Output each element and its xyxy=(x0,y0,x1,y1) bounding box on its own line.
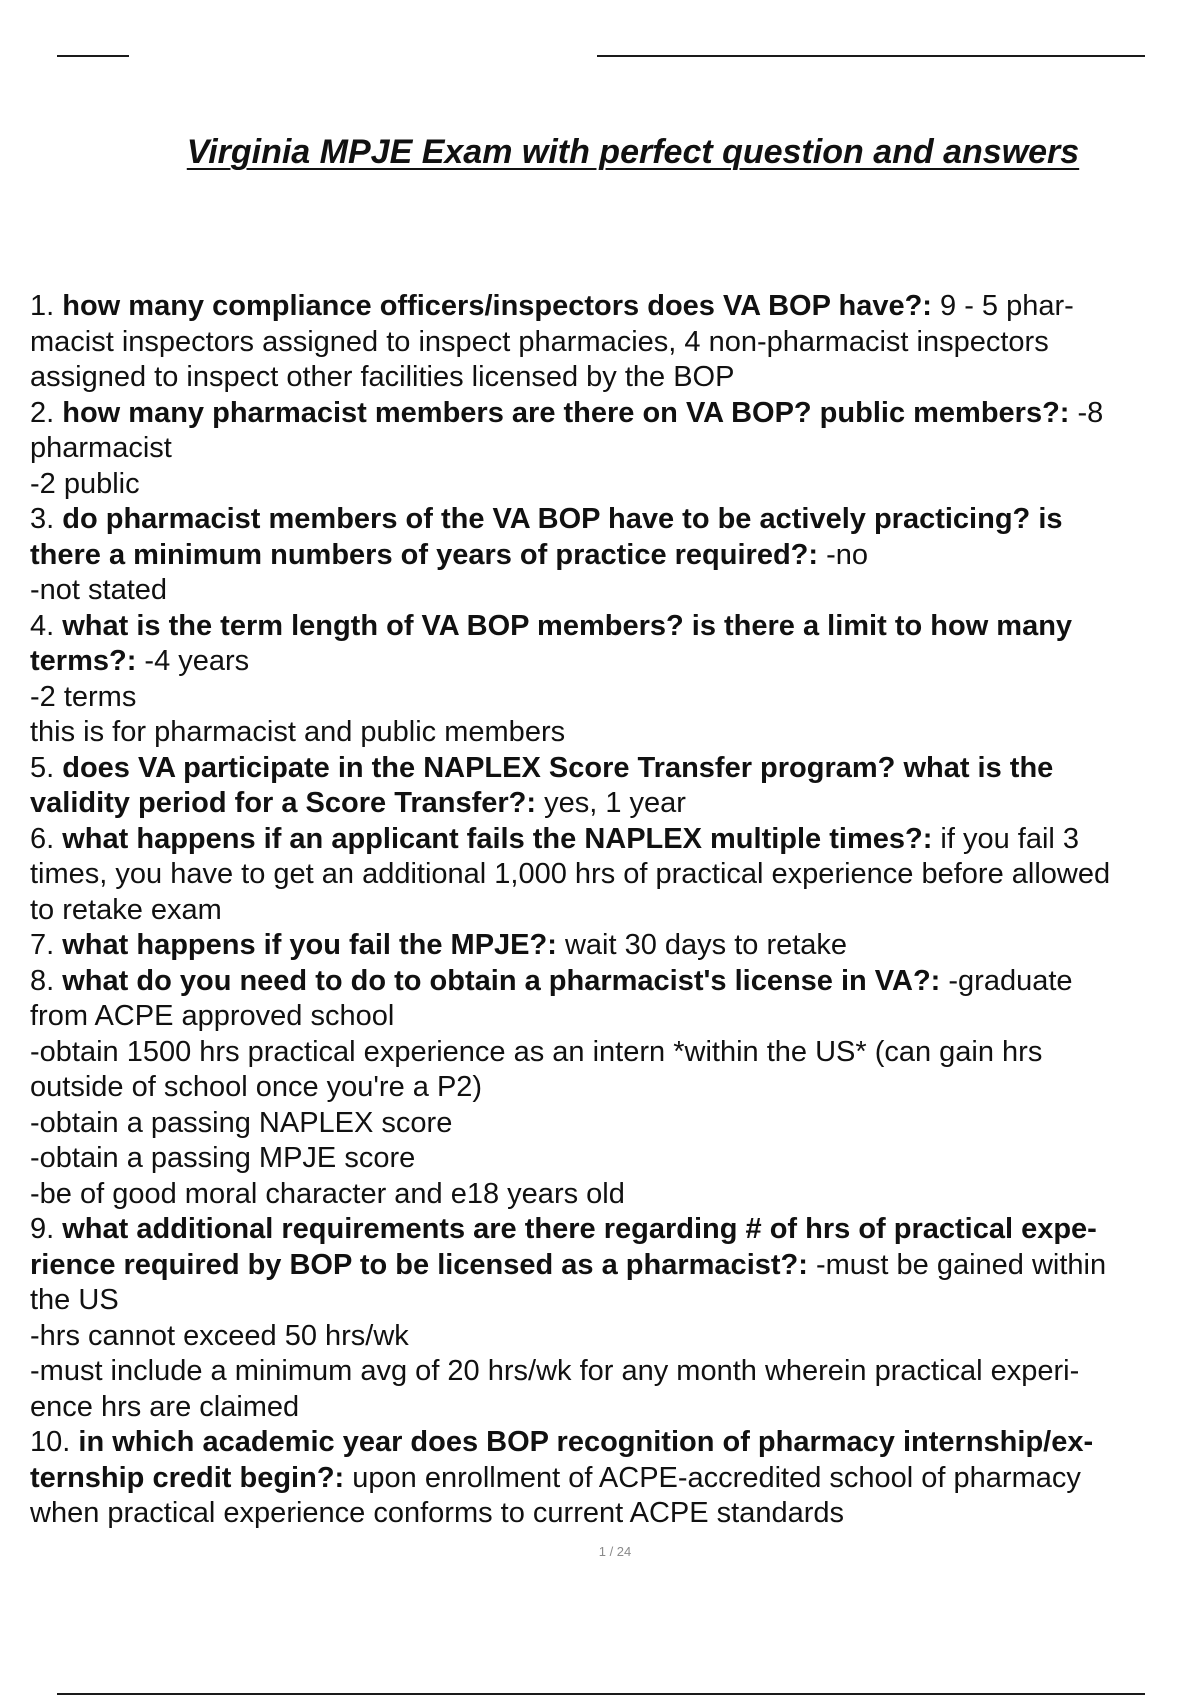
question-text: what additional requirements are there regarding # of hrs of practical expe- xyxy=(54,1213,1097,1245)
qa-line xyxy=(30,751,1200,787)
question-number: 7. xyxy=(30,929,55,961)
question-number: 9. xyxy=(30,1213,55,1245)
qa-line xyxy=(30,1177,1200,1213)
qa-line xyxy=(30,325,1200,361)
qa-line xyxy=(30,1354,1200,1390)
answer-text: 9 - 5 phar- xyxy=(931,290,1074,322)
question-number: 10. xyxy=(30,1426,71,1458)
qa-line xyxy=(30,1106,1200,1142)
answer-text: -4 years xyxy=(136,645,250,677)
answer-text: if you fail 3 xyxy=(932,822,1080,855)
answer-text: wait 30 days to retake xyxy=(556,929,848,961)
question-text: there a minimum numbers of years of practice required?: xyxy=(30,538,819,571)
qa-line xyxy=(30,928,1200,964)
qa-line xyxy=(30,1283,1200,1319)
answer-text: -obtain a passing MPJE score xyxy=(30,1142,416,1174)
question-text: how many pharmacist members are there on VA BOP? public members?: xyxy=(54,396,1070,429)
answer-text: yes, 1 year xyxy=(536,787,686,819)
qa-list xyxy=(30,289,1200,1532)
qa-line xyxy=(30,360,1200,396)
question-number: 1. xyxy=(30,290,55,322)
question-text: ternship credit begin?: xyxy=(30,1461,345,1494)
answer-text: -no xyxy=(818,538,869,571)
qa-line xyxy=(30,573,1200,609)
question-text: does VA participate in the NAPLEX Score Transfer program? what is the xyxy=(54,751,1054,784)
answer-text: pharmacist xyxy=(30,432,172,464)
question-number: 8. xyxy=(30,964,55,997)
answer-text: this is for pharmacist and public members xyxy=(30,716,566,748)
answer-text: -obtain a passing NAPLEX score xyxy=(30,1106,453,1139)
question-text: what do you need to do to obtain a pharmacist's license in VA?: xyxy=(54,964,941,997)
question-text: what happens if you fail the MPJE?: xyxy=(54,929,557,961)
question-number: 5. xyxy=(30,751,55,784)
qa-line xyxy=(30,609,1200,645)
answer-text: times, you have to get an additional 1,000 hrs of practical experience before allowed xyxy=(30,858,1111,890)
answer-text: -2 public xyxy=(30,467,140,500)
document-title: Virginia MPJE Exam with perfect question and answers xyxy=(186,133,1080,171)
question-number: 3. xyxy=(30,503,55,535)
answer-text: the US xyxy=(30,1284,119,1316)
answer-text: -not stated xyxy=(30,574,168,606)
qa-line xyxy=(30,1319,1200,1355)
qa-line xyxy=(30,396,1200,432)
qa-line xyxy=(30,538,1200,574)
question-text: do pharmacist members of the VA BOP have to be actively practicing? is xyxy=(54,503,1063,535)
answer-text: when practical experience conforms to current ACPE standards xyxy=(30,1497,845,1529)
page-number: 1 / 24 xyxy=(598,1544,632,1559)
question-text: rience required by BOP to be licensed as a pharmacist?: xyxy=(30,1248,808,1281)
answer-text: outside of school once you're a P2) xyxy=(30,1071,483,1103)
answer-text: -must include a minimum avg of 20 hrs/wk for any month wherein practical experi- xyxy=(30,1355,1080,1387)
qa-line xyxy=(30,502,1200,538)
question-text: how many compliance officers/inspectors does VA BOP have?: xyxy=(54,290,932,322)
qa-line xyxy=(30,1212,1200,1248)
answer-text: -must be gained within xyxy=(807,1248,1107,1281)
answer-text: to retake exam xyxy=(30,893,222,926)
question-number: 4. xyxy=(30,609,55,642)
qa-line xyxy=(30,431,1200,467)
qa-line xyxy=(30,715,1200,751)
answer-text: -graduate xyxy=(940,964,1073,997)
qa-line xyxy=(30,964,1200,1000)
answer-text: -be of good moral character and e18 years old xyxy=(30,1177,625,1210)
question-number: 2. xyxy=(30,396,55,429)
qa-line xyxy=(30,822,1200,858)
answer-text: -8 xyxy=(1069,396,1104,429)
answer-text: macist inspectors assigned to inspect pharmacies, 4 non-pharmacist inspectors xyxy=(30,325,1049,358)
qa-line xyxy=(30,1070,1200,1106)
qa-line xyxy=(30,1390,1200,1426)
top-left-rule xyxy=(57,55,129,57)
top-right-rule xyxy=(597,55,1145,57)
qa-line xyxy=(30,999,1200,1035)
qa-line xyxy=(30,786,1200,822)
question-text: in which academic year does BOP recognition of pharmacy internship/ex- xyxy=(70,1426,1094,1458)
qa-line xyxy=(30,893,1200,929)
qa-line xyxy=(30,1248,1200,1284)
qa-line xyxy=(30,1425,1200,1461)
bottom-rule xyxy=(57,1693,1145,1695)
qa-line xyxy=(30,1141,1200,1177)
qa-line xyxy=(30,1461,1200,1497)
qa-line xyxy=(30,1496,1200,1532)
question-text: what is the term length of VA BOP members? is there a limit to how many xyxy=(54,609,1073,642)
qa-line xyxy=(30,289,1200,325)
question-text: what happens if an applicant fails the NAPLEX multiple times?: xyxy=(54,822,933,855)
answer-text: from ACPE approved school xyxy=(30,1000,395,1032)
qa-line xyxy=(30,857,1200,893)
answer-text: -hrs cannot exceed 50 hrs/wk xyxy=(30,1319,409,1352)
answer-text: -2 terms xyxy=(30,680,137,713)
qa-line xyxy=(30,1035,1200,1071)
answer-text: upon enrollment of ACPE-accredited school of pharmacy xyxy=(344,1461,1081,1494)
answer-text: ence hrs are claimed xyxy=(30,1390,300,1423)
answer-text: -obtain 1500 hrs practical experience as an intern *within the US* (can gain hrs xyxy=(30,1035,1043,1068)
question-number: 6. xyxy=(30,822,55,855)
question-text: terms?: xyxy=(30,645,137,677)
qa-line xyxy=(30,680,1200,716)
qa-line xyxy=(30,467,1200,503)
question-text: validity period for a Score Transfer?: xyxy=(30,787,537,819)
answer-text: assigned to inspect other facilities licensed by the BOP xyxy=(30,361,735,393)
qa-line xyxy=(30,644,1200,680)
